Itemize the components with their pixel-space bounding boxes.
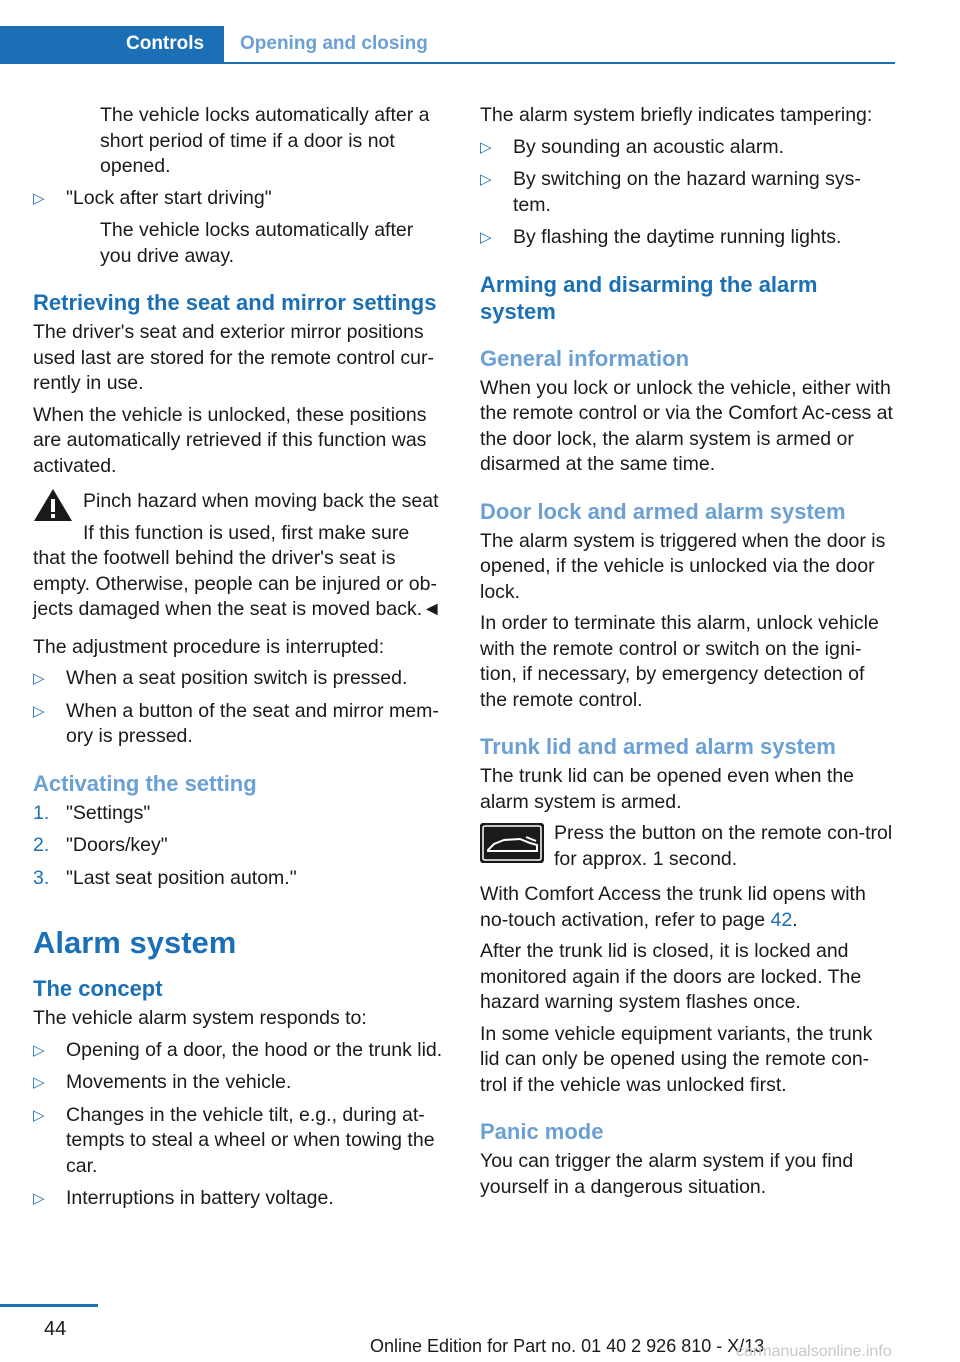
trunk-button-row <box>480 821 896 872</box>
heading-door-lock: Door lock and armed alarm system <box>480 498 846 524</box>
step-item <box>33 866 449 892</box>
list-item <box>480 135 896 161</box>
list-item-text: Movements in the vehicle. <box>66 1071 292 1093</box>
text-part: With Comfort Access the trunk lid opens with no-touch activation, refer to page <box>480 883 866 931</box>
warning-body-first: If this function is used, first make sure <box>83 521 410 544</box>
triangle-right-icon: ▷ <box>33 1190 45 1207</box>
heading-arming: Arming and disarming the alarm system <box>480 271 818 324</box>
list-item <box>33 186 449 212</box>
step-number: 2. <box>33 834 50 856</box>
warning-box <box>33 489 449 623</box>
triangle-right-icon: ▷ <box>33 189 45 207</box>
list-item-text: By sounding an acoustic alarm. <box>513 135 784 158</box>
triangle-right-icon: ▷ <box>33 1106 45 1124</box>
step-item <box>33 801 449 827</box>
paragraph-tampering: The alarm system briefly indicates tampering: <box>480 104 873 126</box>
list-item-text: By switching on the hazard warning sys-tem. <box>513 168 861 216</box>
heading-trunk: Trunk lid and armed alarm system <box>480 734 836 759</box>
right-column <box>480 103 896 1206</box>
heading-concept: The concept <box>33 976 163 1001</box>
step-item <box>33 833 449 859</box>
warning-triangle-icon <box>33 487 73 523</box>
warning-title: Pinch hazard when moving back the seat <box>83 490 439 512</box>
paragraph-locks-auto: The vehicle locks automatically after a short period of time if a door is not opened. <box>100 104 430 177</box>
list-item <box>33 1103 449 1180</box>
list-item-text: "Lock after start driving" <box>66 186 272 209</box>
list-item <box>33 1070 449 1096</box>
paragraph-panic: You can trigger the alarm system if you find yourself in a dangerous situation. <box>480 1150 854 1198</box>
heading-panic: Panic mode <box>480 1119 604 1144</box>
paragraph-trunk-closed: After the trunk lid is closed, it is locked and monitored again if the doors are locked. The hazard warning system flashes once. <box>480 940 862 1013</box>
list-item-text: Opening of a door, the hood or the trunk lid. <box>66 1038 443 1061</box>
header-tabbar <box>0 26 895 64</box>
triangle-right-icon: ▷ <box>33 670 45 687</box>
paragraph-door-lock-1: The alarm system is triggered when the door is opened, if the vehicle is unlocked via the door lock. <box>480 529 886 603</box>
list-item <box>33 1038 449 1064</box>
paragraph-door-lock-2: In order to terminate this alarm, unlock vehicle with the remote control or switch on the igni-tion, if necessary, by emergency detection of the remote control. <box>480 612 879 711</box>
step-number: 1. <box>33 801 50 824</box>
heading-retrieving: Retrieving the seat and mirror settings <box>33 290 437 315</box>
triangle-right-icon: ▷ <box>480 171 492 188</box>
left-column <box>33 103 449 1219</box>
paragraph-general: When you lock or unlock the vehicle, either with the remote control or via the Comfort Ac-cess at the door lock, the alarm system is armed or disarmed at the same time. <box>480 376 893 475</box>
paragraph-locks-drive: The vehicle locks automatically after you drive away. <box>100 219 414 267</box>
heading-general: General information <box>480 345 690 371</box>
list-item-text: Interruptions in battery voltage. <box>66 1187 334 1209</box>
paragraph-concept: The vehicle alarm system responds to: <box>33 1007 367 1029</box>
triangle-right-icon: ▷ <box>480 138 492 156</box>
list-item-text: When a button of the seat and mirror mem-ory is pressed. <box>66 699 439 747</box>
paragraph-trunk-comfort <box>480 882 896 933</box>
triangle-right-icon: ▷ <box>33 702 45 720</box>
list-item <box>480 167 896 218</box>
tab-controls[interactable]: Controls <box>0 26 224 62</box>
step-text: "Doors/key" <box>66 834 168 856</box>
page-link[interactable]: 42 <box>770 908 793 931</box>
paragraph-retrieving-1: The driver's seat and exterior mirror positions used last are stored for the remote control cur-rently in use. <box>33 321 435 394</box>
footer-rule <box>0 1304 98 1307</box>
warning-body-rest: that the footwell behind the driver's seat is empty. Otherwise, people can be injured or ob-jects damaged when the seat is moved back.◄ <box>33 547 442 620</box>
triangle-right-icon: ▷ <box>480 229 492 246</box>
triangle-right-icon: ▷ <box>33 1041 45 1059</box>
car-trunk-icon <box>480 823 544 863</box>
page-number: 44 <box>44 1318 67 1340</box>
tab-opening-and-closing[interactable]: Opening and closing <box>240 33 428 54</box>
paragraph-trunk-1: The trunk lid can be opened even when the alarm system is armed. <box>480 765 855 813</box>
text-part: . <box>792 908 798 931</box>
list-item <box>33 1186 449 1212</box>
paragraph-retrieving-2: When the vehicle is unlocked, these positions are automatically retrieved if this function was activated. <box>33 403 427 477</box>
triangle-right-icon: ▷ <box>33 1074 45 1091</box>
step-text: "Last seat position autom." <box>66 866 297 889</box>
list-item <box>33 666 449 692</box>
paragraph-trunk-button: Press the button on the remote con-trol for approx. 1 second. <box>554 822 893 870</box>
paragraph-trunk-variants: In some vehicle equipment variants, the trunk lid can only be opened using the remote con-trol if the vehicle was unlocked first. <box>480 1022 873 1096</box>
step-text: "Settings" <box>66 801 151 824</box>
list-item <box>480 225 896 251</box>
paragraph-interrupted: The adjustment procedure is interrupted: <box>33 635 385 658</box>
heading-activating: Activating the setting <box>33 770 257 796</box>
list-item-text: Changes in the vehicle tilt, e.g., during at-tempts to steal a wheel or when towing the car. <box>66 1103 435 1177</box>
list-item-text: When a seat position switch is pressed. <box>66 667 408 689</box>
heading-alarm-system: Alarm system <box>33 925 237 960</box>
list-item <box>33 699 449 750</box>
step-number: 3. <box>33 866 50 889</box>
watermark: carmanualsonline.info <box>736 1343 892 1360</box>
list-item-text: By flashing the daytime running lights. <box>513 226 842 248</box>
footer-edition: Online Edition for Part no. 01 40 2 926 810 - X/13 <box>370 1336 765 1356</box>
